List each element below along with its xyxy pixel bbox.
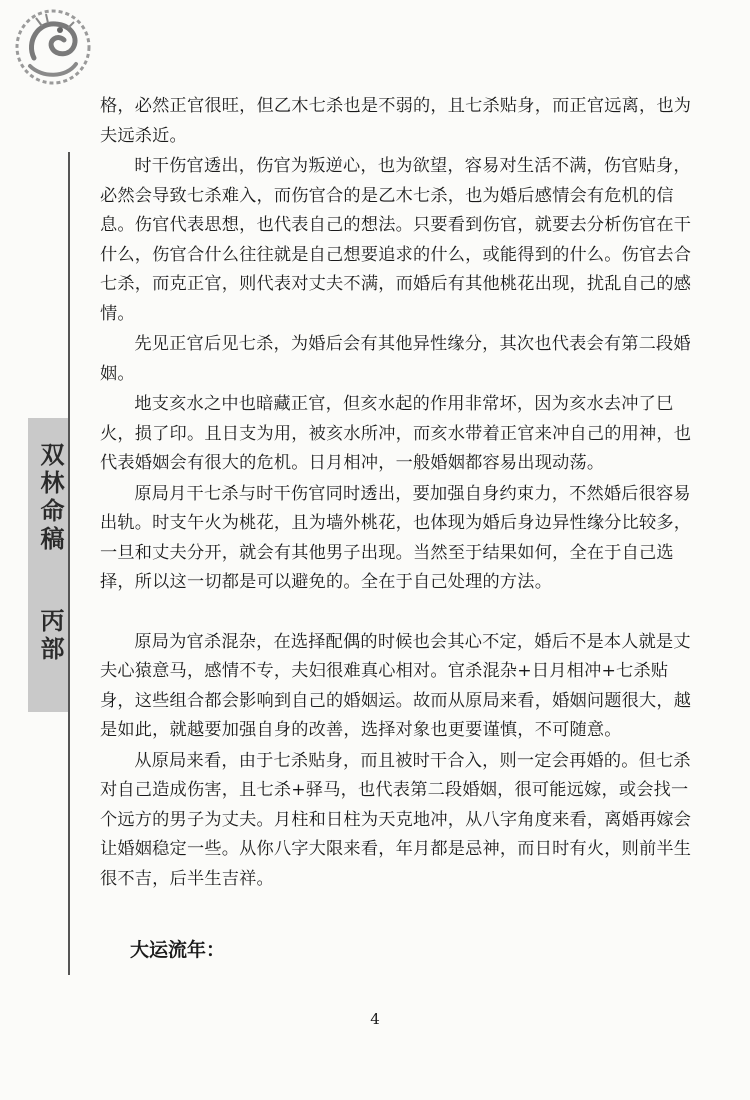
paragraph: 原局为官杀混杂，在选择配偶的时候也会其心不定，婚后不是本人就是丈夫心猿意马，感情不专，夫妇很难真心相对。官杀混杂+日月相冲+七杀贴身，这些组合都会影响到自己的婚姻运。故而从原局来看，婚姻问题很大，越是如此，就越要加强自身的改善，选择对象也更要谨慎，不可随意。 — [100, 631, 692, 740]
side-tab-book-title: 双林命稿 — [36, 442, 65, 554]
dragon-emblem-icon — [12, 6, 94, 88]
paragraph: 原局月干七杀与时干伤官同时透出，要加强自身约束力，不然婚后很容易出轨。时支午火为桃花，且为墙外桃花，也体现为婚后身边异性缘分比较多，一旦和丈夫分开，就会有其他男子出现。当然至于结果如何，全在于自己选择，所以这一切都是可以避免的。全在于自己处理的方法。 — [100, 483, 692, 592]
side-tab-part-label: 丙部 — [36, 608, 65, 664]
section-heading: 大运流年： — [130, 939, 226, 961]
side-tab — [28, 418, 68, 712]
paragraph: 时干伤官透出，伤官为叛逆心，也为欲望，容易对生活不满，伤官贴身，必然会导致七杀难入，而伤官合的是乙木七杀，也为婚后感情会有危机的信息。伤官代表思想，也代表自己的想法。只要看到伤官，就要去分析伤官在干什么，伤官合什么往往就是自己想要追求的什么，或能得到的什么。伤官去合七杀，而克正官，则代表对丈夫不满，而婚后有其他桃花出现，扰乱自己的感情。 — [100, 156, 692, 324]
left-margin-rule — [68, 152, 70, 975]
paragraph: 地支亥水之中也暗藏正官，但亥水起的作用非常坏，因为亥水去冲了巳火，损了印。且日支为用，被亥水所冲，而亥水带着正官来冲自己的用神，也代表婚姻会有很大的危机。日月相冲，一般婚姻都容易出现动荡。 — [100, 394, 692, 473]
paragraph: 先见正官后见七杀，为婚后会有其他异性缘分，其次也代表会有第二段婚姻。 — [100, 334, 691, 384]
body-text — [100, 92, 700, 895]
paragraph: 从原局来看，由于七杀贴身，而且被时干合入，则一定会再婚的。但七杀对自己造成伤害，且七杀+驿马，也代表第二段婚姻，很可能远嫁，或会找一个远方的男子为丈夫。月柱和日柱为天克地冲，从八字角度来看，离婚再嫁会让婚姻稳定一些。从你八字大限来看，年月都是忌神，而日时有火，则前半生很不吉，后半生吉祥。 — [100, 750, 692, 889]
paragraph: 格，必然正官很旺，但乙木七杀也是不弱的，且七杀贴身，而正官远离，也为夫远杀近。 — [100, 96, 692, 146]
page-number: 4 — [370, 1010, 380, 1028]
